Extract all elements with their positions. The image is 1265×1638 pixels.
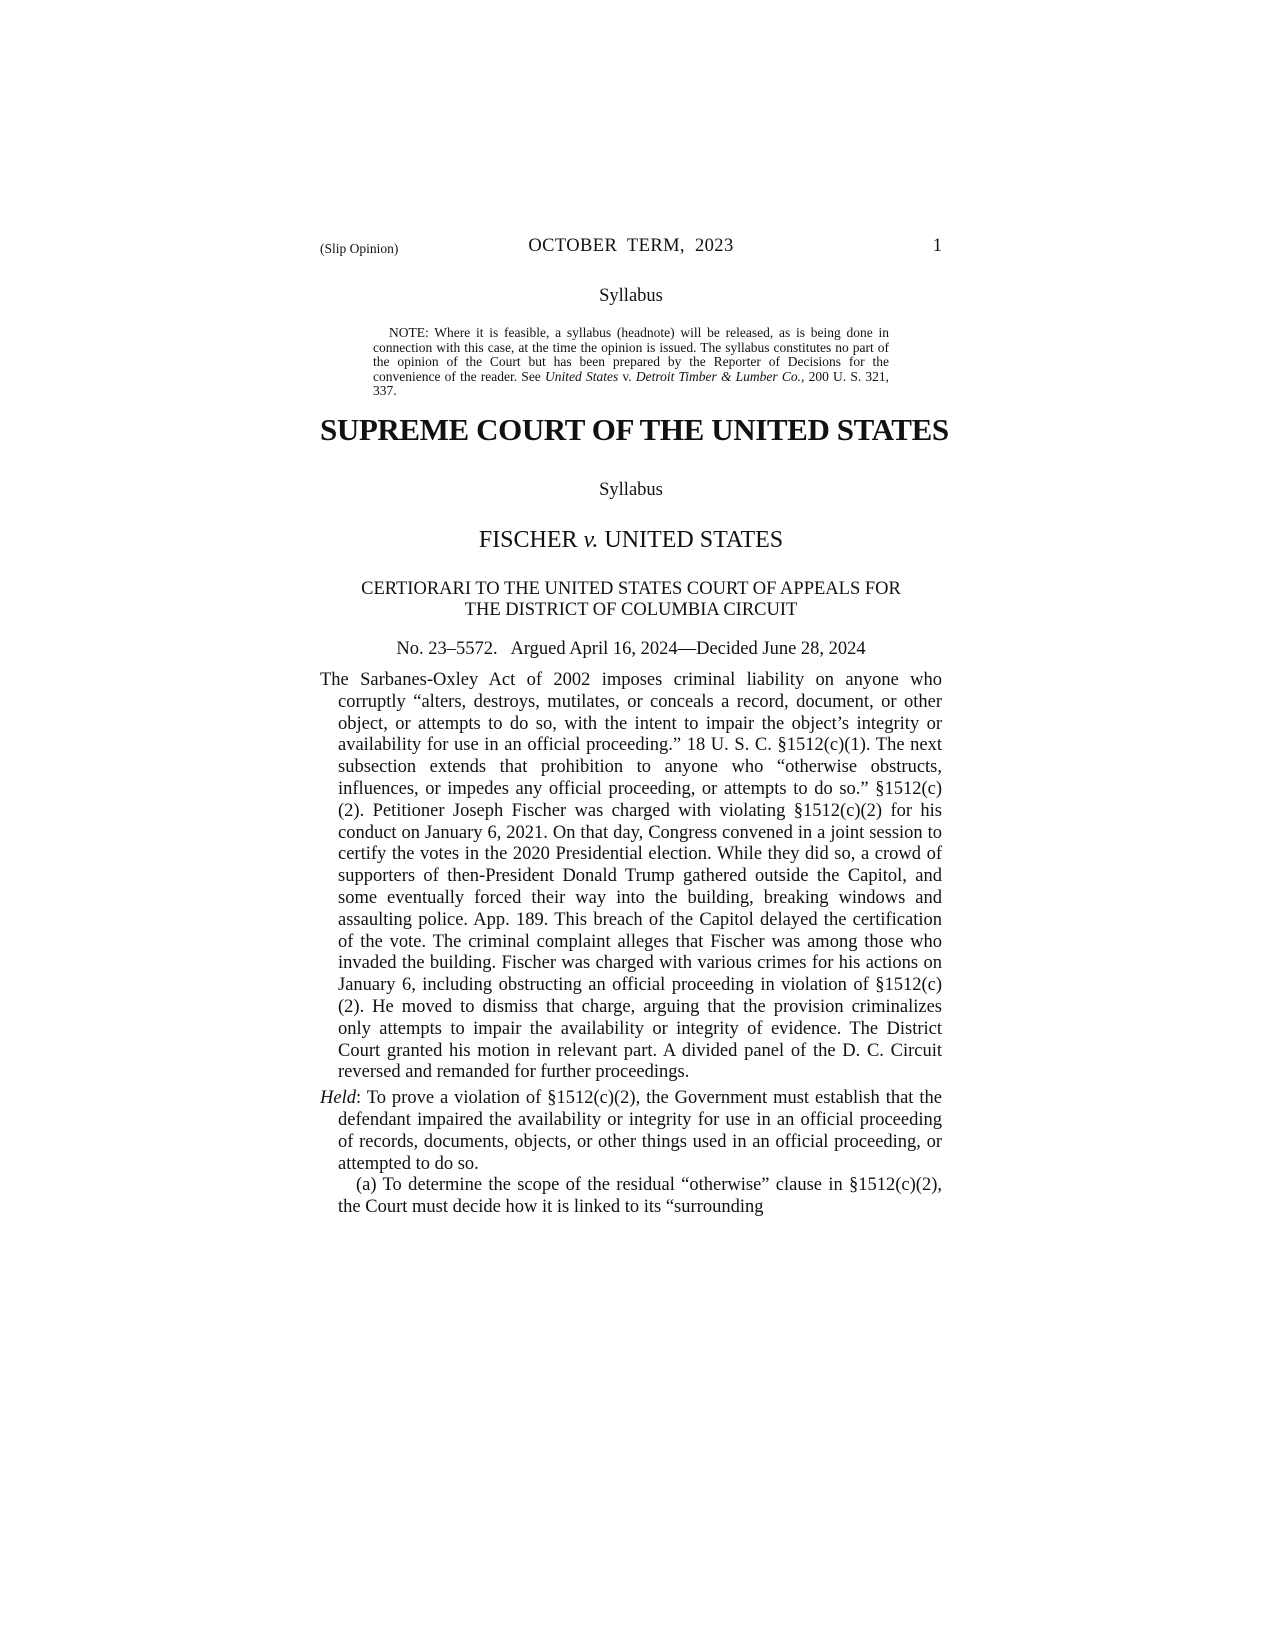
court-name: SUPREME COURT OF THE UNITED STATES (320, 412, 949, 447)
held-label: Held (320, 1088, 356, 1109)
reporter-note (373, 326, 889, 399)
note-cite-v: v. (618, 368, 636, 384)
caption-respondent: UNITED STATES (598, 527, 784, 553)
certiorari-line-2: THE DISTRICT OF COLUMBIA CIRCUIT (464, 600, 798, 620)
term-heading: OCTOBER TERM, 2023 (528, 236, 734, 256)
note-cite-rest: 200 U. S. 321, 337. (373, 368, 890, 399)
syllabus-label-top: Syllabus (599, 286, 663, 306)
docket-dates: Argued April 16, 2024—Decided June 28, 2024 (510, 639, 866, 659)
part-a-paragraph: (a) To determine the scope of the residual “otherwise” clause in §1512(c)(2), the Court must decide how it is linked to its “surrounding (338, 1175, 942, 1218)
slip-opinion-label: (Slip Opinion) (320, 241, 399, 256)
caption-petitioner: FISCHER (478, 527, 584, 553)
docket-number: No. 23–5572. (396, 639, 498, 659)
case-summary-paragraph: The Sarbanes-Oxley Act of 2002 imposes criminal liability on anyone who corruptly “alters, destroys, mutilates, or conceals a record, document, or other object, or attempts to do so, with the intent to impair the object’s integrity or availability for use in an official proceeding.” 18 U. S. C. §1512(c)(1). The next subsection extends that prohibition to anyone who “otherwise obstructs, influences, or impedes any official proceeding, or attempts to do so.” §1512(c)(2). Petitioner Joseph Fischer was charged with violating §1512(c)(2) for his conduct on January 6, 2021. On that day, Congress convened in a joint session to certify the votes in the 2020 Presidential election. While they did so, a crowd of supporters of then-President Donald Trump gathered outside the Capitol, and some eventually forced their way into the building, breaking windows and assaulting police. App. 189. This breach of the Capitol delayed the certification of the vote. The criminal complaint alleges that Fischer was among those who invaded the building. Fischer was charged with various crimes for his actions on January 6, including obstructing an official proceeding in violation of §1512(c)(2). He moved to dismiss that charge, arguing that the provision criminalizes only attempts to impair the availability or integrity of evidence. The District Court granted his motion in relevant part. A divided panel of the D. C. Circuit reversed and remanded for further proceedings. (320, 670, 942, 1083)
certiorari-line-1: CERTIORARI TO THE UNITED STATES COURT OF APPEALS FOR (361, 579, 901, 599)
caption-versus: v. (583, 527, 599, 553)
docket-line (320, 639, 942, 660)
syllabus-label: Syllabus (599, 480, 663, 500)
case-caption (320, 527, 942, 554)
note-cite-party2: Detroit Timber & Lumber Co., (635, 368, 805, 384)
held-paragraph (320, 1088, 942, 1175)
certiorari-heading (320, 579, 942, 621)
syllabus-body (320, 670, 942, 1219)
page-number: 1 (932, 236, 942, 256)
running-head (320, 236, 942, 260)
note-text: NOTE: Where it is feasible, a syllabus (headnote) will be released, as is being done in connection with this case, at the time the opinion is issued. The syllabus constitutes no part of the opinion of the Court but has been prepared by the Reporter of Decisions for the convenience of the reader. See (373, 325, 889, 384)
note-cite-party1: United States (545, 368, 619, 384)
held-text: : To prove a violation of §1512(c)(2), the Government must establish that the defendant impaired the availability or integrity for use in an official proceeding of records, documents, objects, or other things used in an official proceeding, or attempted to do so. (338, 1088, 942, 1174)
